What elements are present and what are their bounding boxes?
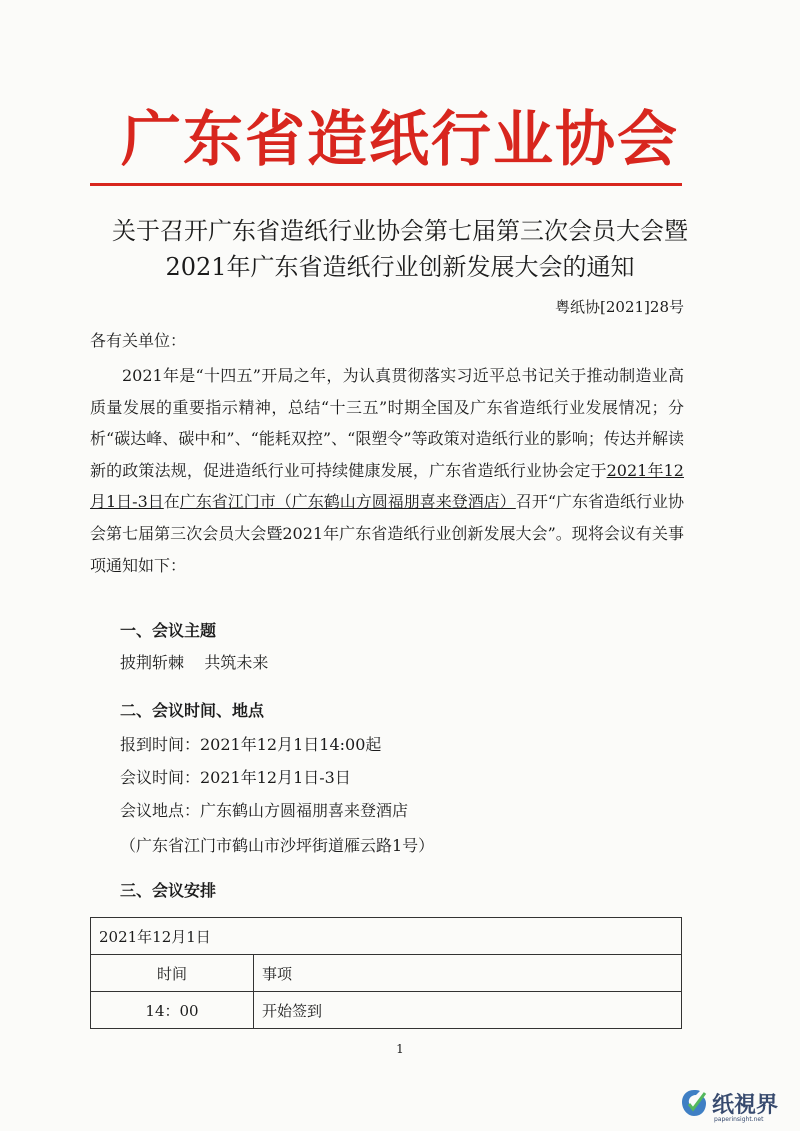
- table-row: [91, 992, 682, 1029]
- watermark-icon: [680, 1088, 708, 1118]
- intro-paragraph: [90, 360, 684, 581]
- meeting-date-range: 2021年12月1日-3日: [90, 460, 684, 512]
- agenda-header-row: [91, 955, 682, 992]
- watermark-logo: [680, 1086, 790, 1126]
- organization-header: 广东省造纸行业协会: [121, 105, 679, 175]
- notice-title-line2: 2021年广东省造纸行业创新发展大会的通知: [165, 253, 635, 281]
- meeting-location: 会议地点：广东鹤山方圆福朋喜来登酒店: [120, 801, 409, 820]
- page-number: 1: [396, 1042, 404, 1056]
- agenda-table: [90, 917, 682, 1029]
- intro-text-3: 召开“广东省造纸行业协会第七届第三次会员大会暨2021年广东省造纸行业创新发展大会”。现将会议有关事项通知如下：: [90, 492, 684, 575]
- watermark-brand: 纸視界: [712, 1093, 779, 1118]
- section-theme-heading: 一、会议主题: [120, 621, 217, 640]
- intro-text-1: 2021年是“十四五”开局之年，为认真贯彻落实习近平总书记关于推动制造业高质量发展的重要指示精神，总结“十三五”时期全国及广东省造纸行业发展情况；分析“碳达峰、碳中和”、“能耗双控”、“限塑令”等政策对造纸行业的影响；传达并解读新的政策法规，促进造纸行业可持续健康发展，广东省造纸行业协会定于: [90, 366, 684, 480]
- checkin-time: 报到时间：2021年12月1日14:00起: [120, 735, 382, 754]
- salutation: 各有关单位：: [90, 331, 187, 350]
- intro-text-2: 在: [163, 492, 180, 512]
- agenda-date-row: [91, 918, 682, 955]
- notice-title-line1: 关于召开广东省造纸行业协会第七届第三次会员大会暨: [112, 217, 688, 245]
- meeting-venue: 广东省江门市（广东鹤山方圆福朋喜来登酒店）: [179, 492, 516, 512]
- meeting-address: （广东省江门市鹤山市沙坪街道雁云路1号）: [120, 836, 435, 855]
- meeting-time: 会议时间：2021年12月1日-3日: [120, 768, 351, 787]
- row-item: 开始签到: [254, 992, 682, 1029]
- row-time: 14：00: [91, 992, 254, 1029]
- header-divider: [90, 183, 682, 186]
- document-number: 粤纸协[2021]28号: [555, 298, 684, 316]
- theme-content: 披荆斩棘 共筑未来: [120, 653, 269, 672]
- col-header-time: 时间: [91, 955, 254, 992]
- col-header-item: 事项: [254, 955, 682, 992]
- section-time-place-heading: 二、会议时间、地点: [120, 701, 265, 720]
- section-agenda-heading: 三、会议安排: [120, 881, 217, 900]
- watermark-url: paperinsight.net: [714, 1116, 764, 1123]
- agenda-date: 2021年12月1日: [91, 918, 682, 955]
